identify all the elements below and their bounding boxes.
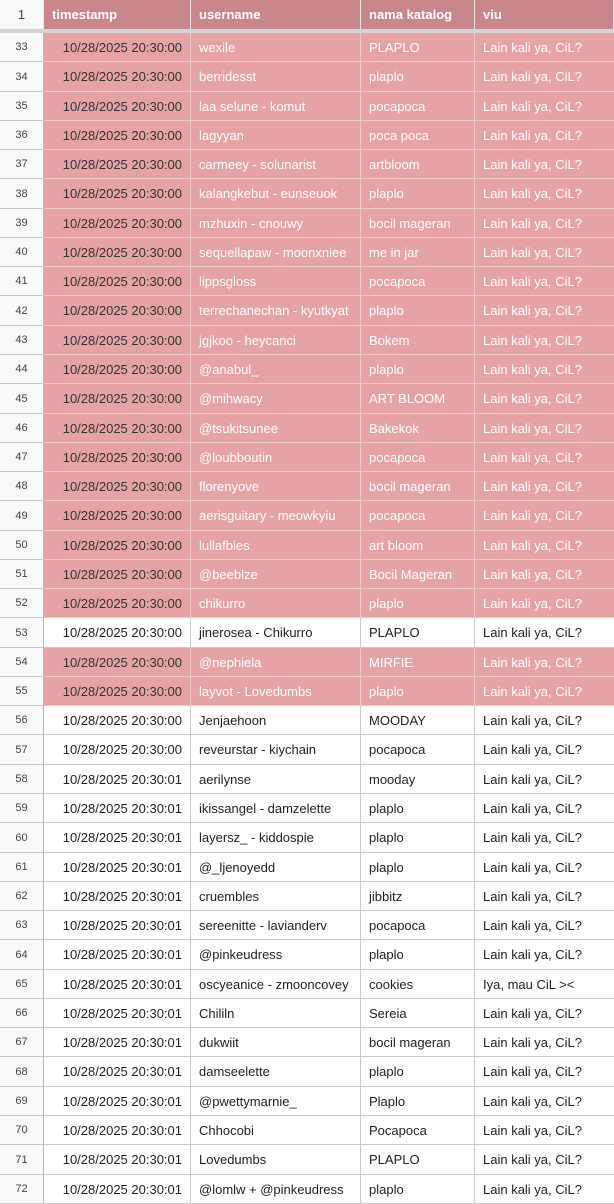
column-header-viu[interactable]: viu: [475, 0, 614, 30]
cell-username[interactable]: reveurstar - kiychain: [191, 735, 361, 765]
row-number[interactable]: 67: [0, 1028, 44, 1057]
cell-catalog[interactable]: MOODAY: [361, 706, 475, 735]
cell-timestamp[interactable]: 10/28/2025 20:30:01: [44, 970, 191, 999]
cell-catalog[interactable]: jibbitz: [361, 882, 475, 911]
cell-username[interactable]: oscyeanice - zmooncovey: [191, 970, 361, 999]
cell-timestamp[interactable]: 10/28/2025 20:30:00: [44, 296, 191, 326]
cell-username[interactable]: @pwettymarnie_: [191, 1087, 361, 1116]
cell-username[interactable]: jinerosea - Chikurro: [191, 618, 361, 648]
cell-timestamp[interactable]: 10/28/2025 20:30:01: [44, 999, 191, 1028]
cell-catalog[interactable]: pocapoca: [361, 735, 475, 765]
row-number[interactable]: 34: [0, 62, 44, 92]
table-row[interactable]: [0, 1087, 614, 1116]
row-number[interactable]: 61: [0, 853, 44, 882]
cell-viu[interactable]: Lain kali ya, CiL?: [475, 1116, 614, 1145]
cell-timestamp[interactable]: 10/28/2025 20:30:01: [44, 794, 191, 823]
row-number[interactable]: 42: [0, 296, 44, 326]
cell-catalog[interactable]: Sereia: [361, 999, 475, 1028]
cell-catalog[interactable]: mooday: [361, 765, 475, 794]
cell-timestamp[interactable]: 10/28/2025 20:30:00: [44, 472, 191, 501]
table-row[interactable]: [0, 999, 614, 1028]
table-row[interactable]: [0, 618, 614, 648]
table-row[interactable]: [0, 150, 614, 179]
cell-timestamp[interactable]: 10/28/2025 20:30:01: [44, 1145, 191, 1175]
cell-viu[interactable]: Lain kali ya, CiL?: [475, 531, 614, 560]
cell-timestamp[interactable]: 10/28/2025 20:30:01: [44, 765, 191, 794]
cell-catalog[interactable]: Bakekok: [361, 414, 475, 443]
cell-timestamp[interactable]: 10/28/2025 20:30:01: [44, 882, 191, 911]
table-row[interactable]: [0, 501, 614, 531]
cell-catalog[interactable]: pocapoca: [361, 92, 475, 121]
cell-timestamp[interactable]: 10/28/2025 20:30:01: [44, 1057, 191, 1087]
cell-viu[interactable]: Lain kali ya, CiL?: [475, 384, 614, 414]
column-header-timestamp[interactable]: timestamp: [44, 0, 191, 30]
row-number[interactable]: 33: [0, 33, 44, 62]
row-number[interactable]: 50: [0, 531, 44, 560]
cell-timestamp[interactable]: 10/28/2025 20:30:00: [44, 326, 191, 355]
row-number[interactable]: 60: [0, 823, 44, 853]
cell-timestamp[interactable]: 10/28/2025 20:30:00: [44, 618, 191, 648]
cell-viu[interactable]: Lain kali ya, CiL?: [475, 1175, 614, 1204]
cell-catalog[interactable]: MIRFIE: [361, 648, 475, 677]
row-number[interactable]: 64: [0, 940, 44, 970]
cell-catalog[interactable]: plaplo: [361, 355, 475, 384]
cell-timestamp[interactable]: 10/28/2025 20:30:01: [44, 1116, 191, 1145]
cell-viu[interactable]: Lain kali ya, CiL?: [475, 765, 614, 794]
cell-timestamp[interactable]: 10/28/2025 20:30:01: [44, 1175, 191, 1204]
cell-timestamp[interactable]: 10/28/2025 20:30:00: [44, 560, 191, 589]
cell-catalog[interactable]: pocapoca: [361, 911, 475, 940]
cell-catalog[interactable]: ART BLOOM: [361, 384, 475, 414]
row-number[interactable]: 69: [0, 1087, 44, 1116]
row-number[interactable]: 49: [0, 501, 44, 531]
cell-timestamp[interactable]: 10/28/2025 20:30:00: [44, 150, 191, 179]
cell-username[interactable]: Chhocobi: [191, 1116, 361, 1145]
cell-viu[interactable]: Lain kali ya, CiL?: [475, 560, 614, 589]
row-number[interactable]: 36: [0, 121, 44, 150]
header-row: [0, 0, 614, 30]
cell-catalog[interactable]: pocapoca: [361, 501, 475, 531]
table-row[interactable]: [0, 238, 614, 267]
cell-timestamp[interactable]: 10/28/2025 20:30:00: [44, 62, 191, 92]
cell-viu[interactable]: Lain kali ya, CiL?: [475, 414, 614, 443]
table-row[interactable]: [0, 735, 614, 765]
cell-username[interactable]: chikurro: [191, 589, 361, 618]
cell-viu[interactable]: Lain kali ya, CiL?: [475, 1087, 614, 1116]
cell-username[interactable]: layersz_ - kiddospie: [191, 823, 361, 853]
cell-catalog[interactable]: plaplo: [361, 677, 475, 706]
table-row[interactable]: [0, 677, 614, 706]
cell-catalog[interactable]: Bokem: [361, 326, 475, 355]
table-row[interactable]: [0, 92, 614, 121]
cell-viu[interactable]: Lain kali ya, CiL?: [475, 179, 614, 209]
cell-viu[interactable]: Lain kali ya, CiL?: [475, 121, 614, 150]
cell-catalog[interactable]: pocapoca: [361, 443, 475, 472]
cell-viu[interactable]: Lain kali ya, CiL?: [475, 999, 614, 1028]
table-row[interactable]: [0, 121, 614, 150]
cell-timestamp[interactable]: 10/28/2025 20:30:00: [44, 589, 191, 618]
table-row[interactable]: [0, 531, 614, 560]
table-row[interactable]: [0, 179, 614, 209]
cell-username[interactable]: aerisguitary - meowkyiu: [191, 501, 361, 531]
row-number[interactable]: 35: [0, 92, 44, 121]
table-row[interactable]: [0, 355, 614, 384]
cell-viu[interactable]: Lain kali ya, CiL?: [475, 92, 614, 121]
cell-timestamp[interactable]: 10/28/2025 20:30:00: [44, 501, 191, 531]
cell-catalog[interactable]: Plaplo: [361, 1087, 475, 1116]
cell-timestamp[interactable]: 10/28/2025 20:30:00: [44, 238, 191, 267]
row-number[interactable]: 44: [0, 355, 44, 384]
cell-catalog[interactable]: artbloom: [361, 150, 475, 179]
row-number[interactable]: 48: [0, 472, 44, 501]
row-number[interactable]: 68: [0, 1057, 44, 1087]
cell-username[interactable]: @beeblze: [191, 560, 361, 589]
cell-username[interactable]: dukwiit: [191, 1028, 361, 1057]
cell-viu[interactable]: Lain kali ya, CiL?: [475, 911, 614, 940]
row-number[interactable]: 71: [0, 1145, 44, 1175]
cell-username[interactable]: mzhuxin - cnouwy: [191, 209, 361, 238]
cell-username[interactable]: layvot - Lovedumbs: [191, 677, 361, 706]
row-number[interactable]: 38: [0, 179, 44, 209]
row-number[interactable]: 72: [0, 1175, 44, 1204]
cell-catalog[interactable]: PLAPLO: [361, 1145, 475, 1175]
cell-viu[interactable]: Lain kali ya, CiL?: [475, 326, 614, 355]
cell-catalog[interactable]: bocil mageran: [361, 209, 475, 238]
cell-catalog[interactable]: art bloom: [361, 531, 475, 560]
cell-timestamp[interactable]: 10/28/2025 20:30:01: [44, 940, 191, 970]
cell-viu[interactable]: Lain kali ya, CiL?: [475, 882, 614, 911]
row-number[interactable]: 57: [0, 735, 44, 765]
cell-timestamp[interactable]: 10/28/2025 20:30:01: [44, 823, 191, 853]
table-row[interactable]: [0, 794, 614, 823]
cell-catalog[interactable]: plaplo: [361, 1057, 475, 1087]
cell-timestamp[interactable]: 10/28/2025 20:30:00: [44, 33, 191, 62]
table-row[interactable]: [0, 1028, 614, 1057]
cell-timestamp[interactable]: 10/28/2025 20:30:00: [44, 209, 191, 238]
cell-username[interactable]: jgjkoo - heycanci: [191, 326, 361, 355]
cell-catalog[interactable]: plaplo: [361, 794, 475, 823]
cell-viu[interactable]: Lain kali ya, CiL?: [475, 296, 614, 326]
table-row[interactable]: [0, 326, 614, 355]
cell-username[interactable]: wexile: [191, 33, 361, 62]
cell-timestamp[interactable]: 10/28/2025 20:30:00: [44, 92, 191, 121]
cell-catalog[interactable]: plaplo: [361, 296, 475, 326]
cell-viu[interactable]: Lain kali ya, CiL?: [475, 209, 614, 238]
cell-viu[interactable]: Lain kali ya, CiL?: [475, 735, 614, 765]
cell-catalog[interactable]: poca poca: [361, 121, 475, 150]
cell-timestamp[interactable]: 10/28/2025 20:30:01: [44, 1028, 191, 1057]
cell-timestamp[interactable]: 10/28/2025 20:30:00: [44, 706, 191, 735]
cell-viu[interactable]: Lain kali ya, CiL?: [475, 150, 614, 179]
cell-username[interactable]: sereenitte - lavianderv: [191, 911, 361, 940]
cell-catalog[interactable]: plaplo: [361, 940, 475, 970]
cell-viu[interactable]: Lain kali ya, CiL?: [475, 677, 614, 706]
cell-timestamp[interactable]: 10/28/2025 20:30:00: [44, 735, 191, 765]
cell-timestamp[interactable]: 10/28/2025 20:30:00: [44, 179, 191, 209]
cell-catalog[interactable]: PLAPLO: [361, 33, 475, 62]
cell-timestamp[interactable]: 10/28/2025 20:30:00: [44, 267, 191, 296]
cell-username[interactable]: sequellapaw - moonxniee: [191, 238, 361, 267]
table-row[interactable]: [0, 970, 614, 999]
cell-username[interactable]: damseelette: [191, 1057, 361, 1087]
table-row[interactable]: [0, 853, 614, 882]
table-row[interactable]: [0, 648, 614, 677]
cell-viu[interactable]: Lain kali ya, CiL?: [475, 472, 614, 501]
cell-catalog[interactable]: cookies: [361, 970, 475, 999]
cell-viu[interactable]: Lain kali ya, CiL?: [475, 853, 614, 882]
table-row[interactable]: [0, 1116, 614, 1145]
cell-timestamp[interactable]: 10/28/2025 20:30:00: [44, 414, 191, 443]
row-number[interactable]: 40: [0, 238, 44, 267]
cell-username[interactable]: @tsukitsunee: [191, 414, 361, 443]
cell-timestamp[interactable]: 10/28/2025 20:30:01: [44, 853, 191, 882]
cell-viu[interactable]: Lain kali ya, CiL?: [475, 706, 614, 735]
cell-username[interactable]: Chililn: [191, 999, 361, 1028]
row-number[interactable]: 46: [0, 414, 44, 443]
cell-viu[interactable]: Lain kali ya, CiL?: [475, 823, 614, 853]
cell-catalog[interactable]: plaplo: [361, 1175, 475, 1204]
cell-viu[interactable]: Lain kali ya, CiL?: [475, 648, 614, 677]
table-row[interactable]: [0, 296, 614, 326]
cell-username[interactable]: laa selune - komut: [191, 92, 361, 121]
table-row[interactable]: [0, 765, 614, 794]
cell-username[interactable]: terrechanechan - kyutkyat: [191, 296, 361, 326]
cell-viu[interactable]: Lain kali ya, CiL?: [475, 443, 614, 472]
table-row[interactable]: [0, 1057, 614, 1087]
table-row[interactable]: [0, 911, 614, 940]
cell-viu[interactable]: Lain kali ya, CiL?: [475, 355, 614, 384]
cell-username[interactable]: @_ljenoyedd: [191, 853, 361, 882]
cell-catalog[interactable]: bocil mageran: [361, 1028, 475, 1057]
table-row[interactable]: [0, 62, 614, 92]
cell-username[interactable]: Jenjaehoon: [191, 706, 361, 735]
cell-username[interactable]: ikissangel - damzelette: [191, 794, 361, 823]
cell-timestamp[interactable]: 10/28/2025 20:30:00: [44, 121, 191, 150]
column-header-username[interactable]: username: [191, 0, 361, 30]
cell-catalog[interactable]: plaplo: [361, 853, 475, 882]
cell-catalog[interactable]: plaplo: [361, 62, 475, 92]
cell-timestamp[interactable]: 10/28/2025 20:30:00: [44, 355, 191, 384]
row-number[interactable]: 70: [0, 1116, 44, 1145]
cell-viu[interactable]: Lain kali ya, CiL?: [475, 618, 614, 648]
row-number[interactable]: 65: [0, 970, 44, 999]
cell-username[interactable]: lippsgloss: [191, 267, 361, 296]
column-header-catalog[interactable]: nama katalog: [361, 0, 475, 30]
cell-viu[interactable]: Iya, mau CiL ><: [475, 970, 614, 999]
table-row[interactable]: [0, 940, 614, 970]
cell-timestamp[interactable]: 10/28/2025 20:30:00: [44, 677, 191, 706]
table-row[interactable]: [0, 267, 614, 296]
cell-username[interactable]: @lomlw + @pinkeudress: [191, 1175, 361, 1204]
cell-username[interactable]: Lovedumbs: [191, 1145, 361, 1175]
cell-username[interactable]: @anabul_: [191, 355, 361, 384]
cell-catalog[interactable]: PLAPLO: [361, 618, 475, 648]
table-row[interactable]: [0, 1145, 614, 1175]
cell-username[interactable]: @pinkeudress: [191, 940, 361, 970]
cell-timestamp[interactable]: 10/28/2025 20:30:01: [44, 1087, 191, 1116]
cell-viu[interactable]: Lain kali ya, CiL?: [475, 940, 614, 970]
row-number[interactable]: 66: [0, 999, 44, 1028]
cell-catalog[interactable]: Pocapoca: [361, 1116, 475, 1145]
cell-username[interactable]: @loubboutin: [191, 443, 361, 472]
row-number[interactable]: 41: [0, 267, 44, 296]
cell-viu[interactable]: Lain kali ya, CiL?: [475, 589, 614, 618]
row-number[interactable]: 62: [0, 882, 44, 911]
cell-timestamp[interactable]: 10/28/2025 20:30:00: [44, 384, 191, 414]
table-row[interactable]: [0, 33, 614, 62]
table-row[interactable]: [0, 823, 614, 853]
table-row[interactable]: [0, 882, 614, 911]
row-number[interactable]: 37: [0, 150, 44, 179]
cell-catalog[interactable]: plaplo: [361, 823, 475, 853]
cell-username[interactable]: aerilynse: [191, 765, 361, 794]
row-number[interactable]: 52: [0, 589, 44, 618]
table-row[interactable]: [0, 706, 614, 735]
cell-timestamp[interactable]: 10/28/2025 20:30:00: [44, 443, 191, 472]
cell-catalog[interactable]: Bocil Mageran: [361, 560, 475, 589]
table-row[interactable]: [0, 443, 614, 472]
cell-viu[interactable]: Lain kali ya, CiL?: [475, 1028, 614, 1057]
table-row[interactable]: [0, 384, 614, 414]
cell-catalog[interactable]: pocapoca: [361, 267, 475, 296]
cell-viu[interactable]: Lain kali ya, CiL?: [475, 33, 614, 62]
cell-username[interactable]: cruembles: [191, 882, 361, 911]
cell-username[interactable]: @mihwacy: [191, 384, 361, 414]
cell-viu[interactable]: Lain kali ya, CiL?: [475, 267, 614, 296]
cell-timestamp[interactable]: 10/28/2025 20:30:00: [44, 648, 191, 677]
row-number[interactable]: 51: [0, 560, 44, 589]
cell-catalog[interactable]: plaplo: [361, 179, 475, 209]
cell-username[interactable]: berridesst: [191, 62, 361, 92]
cell-username[interactable]: lullafbies: [191, 531, 361, 560]
row-number[interactable]: 53: [0, 618, 44, 648]
row-number[interactable]: 63: [0, 911, 44, 940]
cell-username[interactable]: kalangkebut - eunseuok: [191, 179, 361, 209]
row-number[interactable]: 56: [0, 706, 44, 735]
table-row[interactable]: [0, 589, 614, 618]
row-number[interactable]: 54: [0, 648, 44, 677]
cell-username[interactable]: lagyyan: [191, 121, 361, 150]
cell-username[interactable]: carmeey - solunarist: [191, 150, 361, 179]
cell-catalog[interactable]: bocil mageran: [361, 472, 475, 501]
cell-viu[interactable]: Lain kali ya, CiL?: [475, 1145, 614, 1175]
cell-viu[interactable]: Lain kali ya, CiL?: [475, 238, 614, 267]
cell-timestamp[interactable]: 10/28/2025 20:30:00: [44, 531, 191, 560]
table-row[interactable]: [0, 560, 614, 589]
table-row[interactable]: [0, 209, 614, 238]
cell-viu[interactable]: Lain kali ya, CiL?: [475, 62, 614, 92]
row-number[interactable]: 39: [0, 209, 44, 238]
cell-catalog[interactable]: plaplo: [361, 589, 475, 618]
row-number[interactable]: 55: [0, 677, 44, 706]
cell-username[interactable]: @nephiela: [191, 648, 361, 677]
row-number[interactable]: 59: [0, 794, 44, 823]
cell-username[interactable]: florenyove: [191, 472, 361, 501]
row-number[interactable]: 1: [0, 0, 44, 30]
table-row[interactable]: [0, 414, 614, 443]
cell-viu[interactable]: Lain kali ya, CiL?: [475, 794, 614, 823]
row-number[interactable]: 45: [0, 384, 44, 414]
row-number[interactable]: 43: [0, 326, 44, 355]
table-row[interactable]: [0, 472, 614, 501]
cell-viu[interactable]: Lain kali ya, CiL?: [475, 501, 614, 531]
row-number[interactable]: 47: [0, 443, 44, 472]
row-number[interactable]: 58: [0, 765, 44, 794]
cell-timestamp[interactable]: 10/28/2025 20:30:01: [44, 911, 191, 940]
cell-viu[interactable]: Lain kali ya, CiL?: [475, 1057, 614, 1087]
cell-catalog[interactable]: me in jar: [361, 238, 475, 267]
